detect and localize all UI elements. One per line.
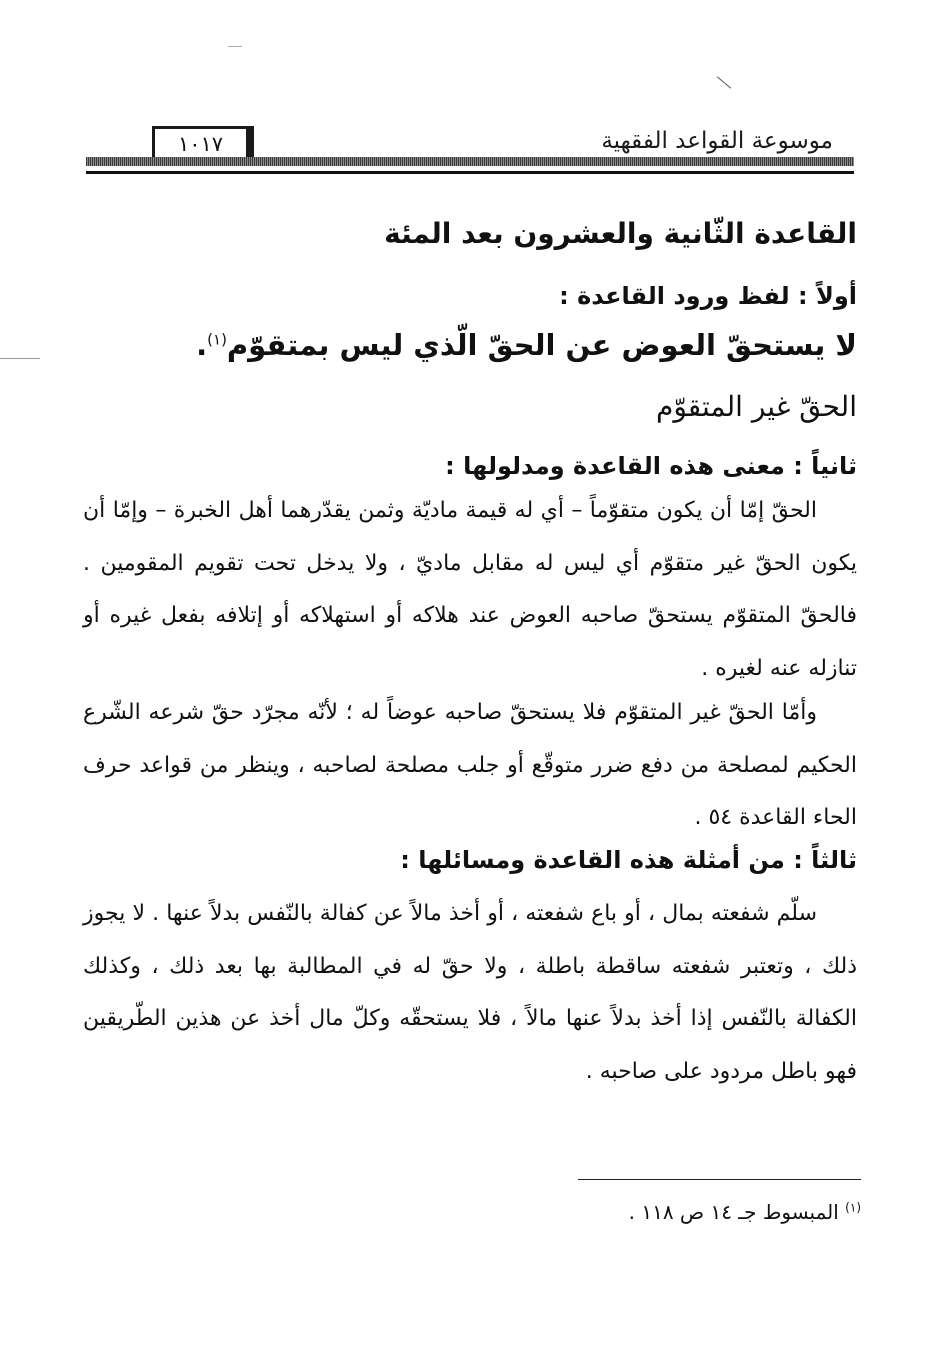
footnote-marker: (١) xyxy=(845,1200,861,1215)
footnote-reference[interactable]: (١) xyxy=(207,330,227,349)
section2-paragraph-2: وأمّا الحقّ غير المتقوّم فلا يستحقّ صاحبه عوضاً له ؛ لأنّه مجرّد حقّ شرعه الشّرع الحكيم لمصلحة من دفع ضرر متوقّع أو جلب مصلحة لصاحبه ، وينظر من قواعد حرف الحاء القاعدة ٥٤ . xyxy=(83,700,857,830)
footnote-text: المبسوط جـ ١٤ ص ١١٨ . xyxy=(628,1200,839,1224)
scan-mark xyxy=(228,46,242,47)
page-number: ١٠١٧ xyxy=(177,132,224,156)
scan-mark xyxy=(0,358,40,359)
header-rule-thin xyxy=(86,171,854,174)
header-rule-thick xyxy=(86,157,854,166)
running-title: موسوعة القواعد الفقهية xyxy=(601,128,833,154)
footnote xyxy=(361,1200,861,1224)
rule-title: القاعدة الثّانية والعشرون بعد المئة xyxy=(384,217,857,250)
section3-heading: ثالثاً : من أمثلة هذه القاعدة ومسائلها : xyxy=(400,846,857,874)
section2-paragraph-1: الحقّ إمّا أن يكون متقوّماً – أي له قيمة ماديّة وثمن يقدّرهما أهل الخبرة – وإمّا أن يكون الحقّ غير متقوّم أي ليس له مقابل ماديّ ، ولا يدخل تحت تقويم المقومين . فالحقّ المتقوّم يستحقّ صاحبه العوض عند هلاكه أو استهلاكه أو إتلافه بفعل غيره أو تنازله عنه لغيره . xyxy=(83,498,857,681)
scan-mark xyxy=(717,76,731,88)
section2-heading: ثانياً : معنى هذه القاعدة ومدلولها : xyxy=(445,452,857,480)
rule-subtitle: الحقّ غير المتقوّم xyxy=(656,390,857,423)
footnote-separator xyxy=(578,1179,861,1180)
rule-statement xyxy=(87,328,857,362)
section1-heading: أولاً : لفظ ورود القاعدة : xyxy=(559,282,857,310)
rule-statement-text: لا يستحقّ العوض عن الحقّ الّذي ليس بمتقوّم xyxy=(226,328,857,362)
section3-paragraph: سلّم شفعته بمال ، أو باع شفعته ، أو أخذ مالاً عن كفالة بالنّفس بدلاً عنها . لا يجوز ذلك ، وتعتبر شفعته ساقطة باطلة ، ولا حقّ له في المطالبة بها بعد ذلك ، وكذلك الكفالة بالنّفس إذا أخذ بدلاً عنها مالاً ، فلا يستحقّه وكلّ مال أخذ عن هذين الطّريقين فهو باطل مردود على صاحبه . xyxy=(83,901,857,1084)
rule-statement-end: . xyxy=(196,328,208,362)
